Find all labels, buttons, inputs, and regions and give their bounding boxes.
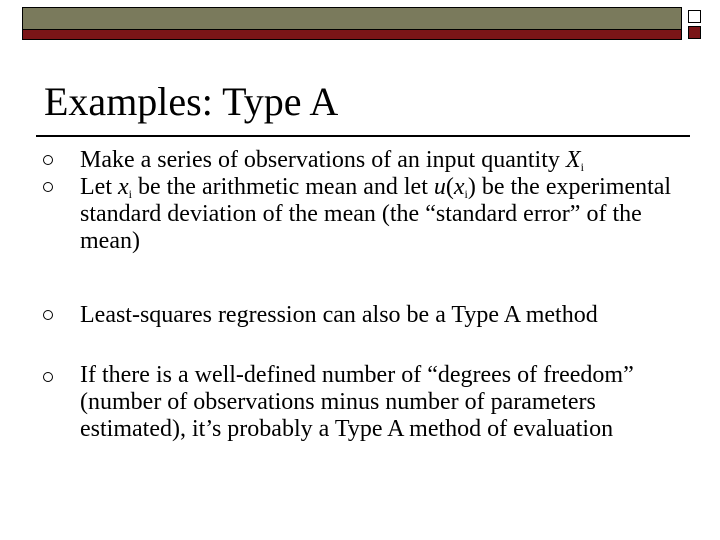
header-band bbox=[22, 7, 682, 40]
corner-square-icon bbox=[688, 10, 701, 23]
bullet-text: ) be the experimental standard deviation of the mean (the “standard error” of the mean) bbox=[80, 174, 672, 254]
bullet-item-3: Least-squares regression can also be a Type A method bbox=[80, 302, 598, 328]
subscript: i bbox=[128, 187, 132, 201]
title-divider bbox=[36, 135, 690, 137]
subscript: i bbox=[464, 187, 468, 201]
corner-square-filled-icon bbox=[688, 26, 701, 39]
bullet-text: be the arithmetic mean and let bbox=[131, 174, 434, 200]
variable-symbol: X bbox=[565, 147, 581, 173]
slide-title: Examples: Type A bbox=[44, 79, 339, 124]
bullet-text: Let bbox=[80, 174, 118, 200]
variable-symbol: x bbox=[453, 174, 465, 200]
header-band-olive bbox=[23, 8, 681, 31]
subscript: i bbox=[580, 160, 584, 174]
bullet-text: Make a series of observations of an input quantity bbox=[80, 147, 566, 173]
hollow-circle-icon bbox=[43, 155, 53, 165]
hollow-circle-icon bbox=[43, 182, 53, 192]
header-band-red bbox=[23, 29, 681, 39]
bullet-text: ( bbox=[445, 174, 454, 200]
bullet-item-4: If there is a well-defined number of “degrees of freedom” (number of observations minus number of parameters estimated), it’s probably a Type A method of evaluation bbox=[80, 362, 634, 442]
hollow-circle-icon bbox=[43, 310, 53, 320]
bullet-item-2 bbox=[80, 174, 680, 255]
hollow-circle-icon bbox=[43, 372, 53, 382]
variable-symbol: u bbox=[433, 174, 446, 200]
variable-symbol: x bbox=[117, 174, 129, 200]
bullet-item-1 bbox=[80, 147, 680, 174]
